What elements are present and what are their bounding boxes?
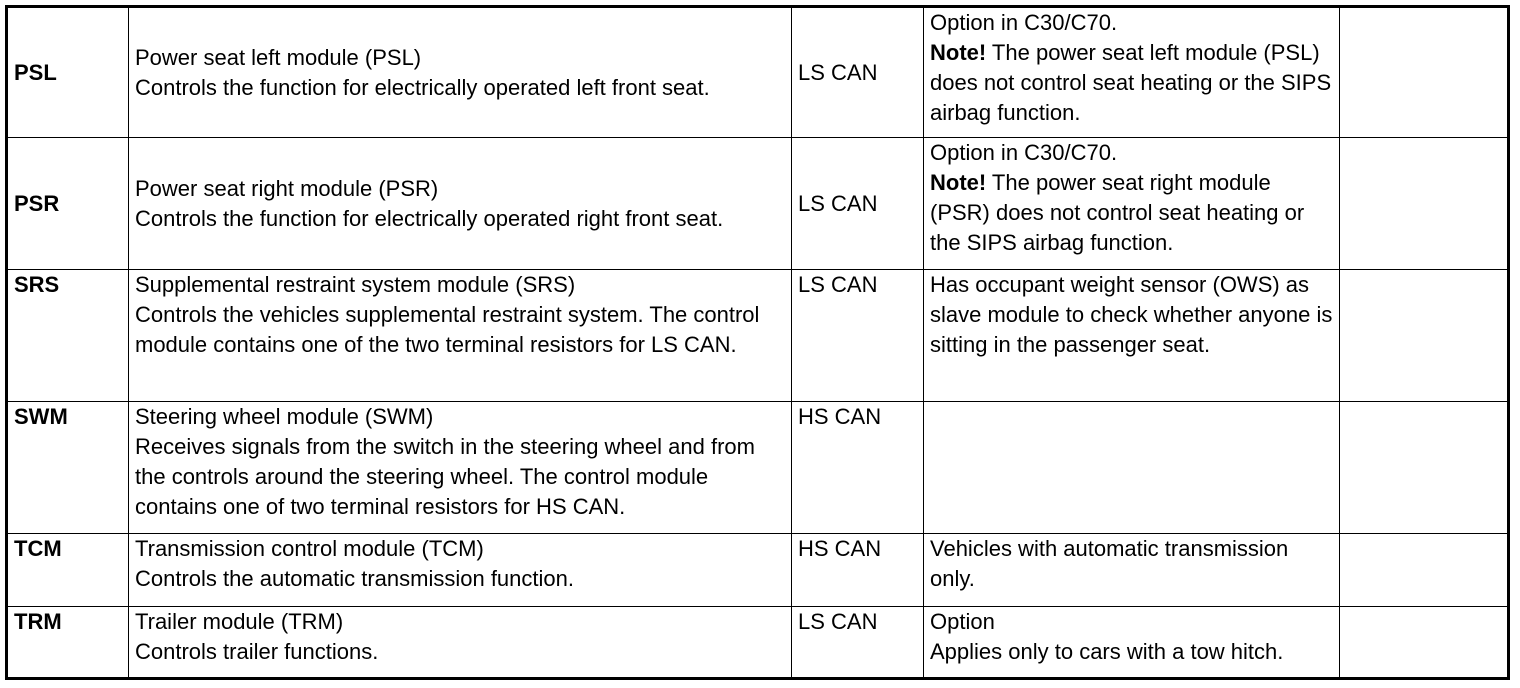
module-description: Controls the automatic transmission function. [135,566,574,591]
module-description: Controls the function for electrically operated right front seat. [135,205,724,231]
notes-line: Applies only to cars with a tow hitch. [930,639,1284,664]
module-title: Trailer module (TRM) [135,609,344,634]
extra-cell [1340,402,1509,534]
notes-cell: Vehicles with automatic transmission only. [924,534,1340,607]
module-title: Power seat left module (PSL) [135,44,422,70]
notes-line: Option in C30/C70. [930,10,1118,35]
module-abbr: PSR [7,138,129,270]
module-description-cell [129,402,792,534]
table-row [7,7,1509,138]
note-paragraph [930,170,1304,255]
notes-cell [924,402,1340,534]
extra-cell [1340,7,1509,138]
extra-cell [1340,534,1509,607]
module-description-cell [129,607,792,679]
note-keyword: Note! [930,40,987,65]
module-description: Receives signals from the switch in the steering wheel and from the controls around the steering wheel. The control module contains one of two terminal resistors for HS CAN. [135,434,755,519]
bus-type: LS CAN [792,607,924,679]
notes-cell [924,138,1340,270]
bus-type: LS CAN [792,7,924,138]
table-row [7,534,1509,607]
extra-cell [1340,138,1509,270]
module-description-cell [129,534,792,607]
module-title: Transmission control module (TCM) [135,536,484,561]
module-description-cell [129,270,792,402]
module-table [5,5,1510,680]
module-title: Power seat right module (PSR) [135,175,439,201]
module-abbr: TCM [7,534,129,607]
notes-cell [924,7,1340,138]
module-description: Controls trailer functions. [135,639,379,664]
bus-type: LS CAN [792,270,924,402]
extra-cell [1340,607,1509,679]
notes-line: Option [930,609,995,634]
table-row [7,607,1509,679]
module-description: Controls the function for electrically operated left front seat. [135,74,710,100]
note-keyword: Note! [930,170,987,195]
bus-type: HS CAN [792,402,924,534]
note-text: The power seat left module (PSL) does not control seat heating or the SIPS airbag function. [930,40,1332,125]
note-text: The power seat right module (PSR) does not control seat heating or the SIPS airbag function. [930,170,1305,255]
table-row [7,270,1509,402]
table-row [7,138,1509,270]
module-abbr: PSL [7,7,129,138]
table-row [7,402,1509,534]
module-title: Supplemental restraint system module (SRS) [135,272,576,297]
module-description: Controls the vehicles supplemental restraint system. The control module contains one of the two terminal resistors for LS CAN. [135,302,760,357]
bus-type: LS CAN [792,138,924,270]
module-description-cell [129,138,792,270]
note-paragraph [930,40,1331,125]
notes-line: Option in C30/C70. [930,140,1118,165]
bus-type: HS CAN [792,534,924,607]
module-abbr: SRS [7,270,129,402]
module-table-container [5,5,1510,680]
module-abbr: TRM [7,607,129,679]
notes-cell [924,607,1340,679]
module-description-cell [129,7,792,138]
module-abbr: SWM [7,402,129,534]
extra-cell [1340,270,1509,402]
notes-cell: Has occupant weight sensor (OWS) as slave module to check whether anyone is sitting in the passenger seat. [924,270,1340,402]
module-title: Steering wheel module (SWM) [135,404,434,429]
